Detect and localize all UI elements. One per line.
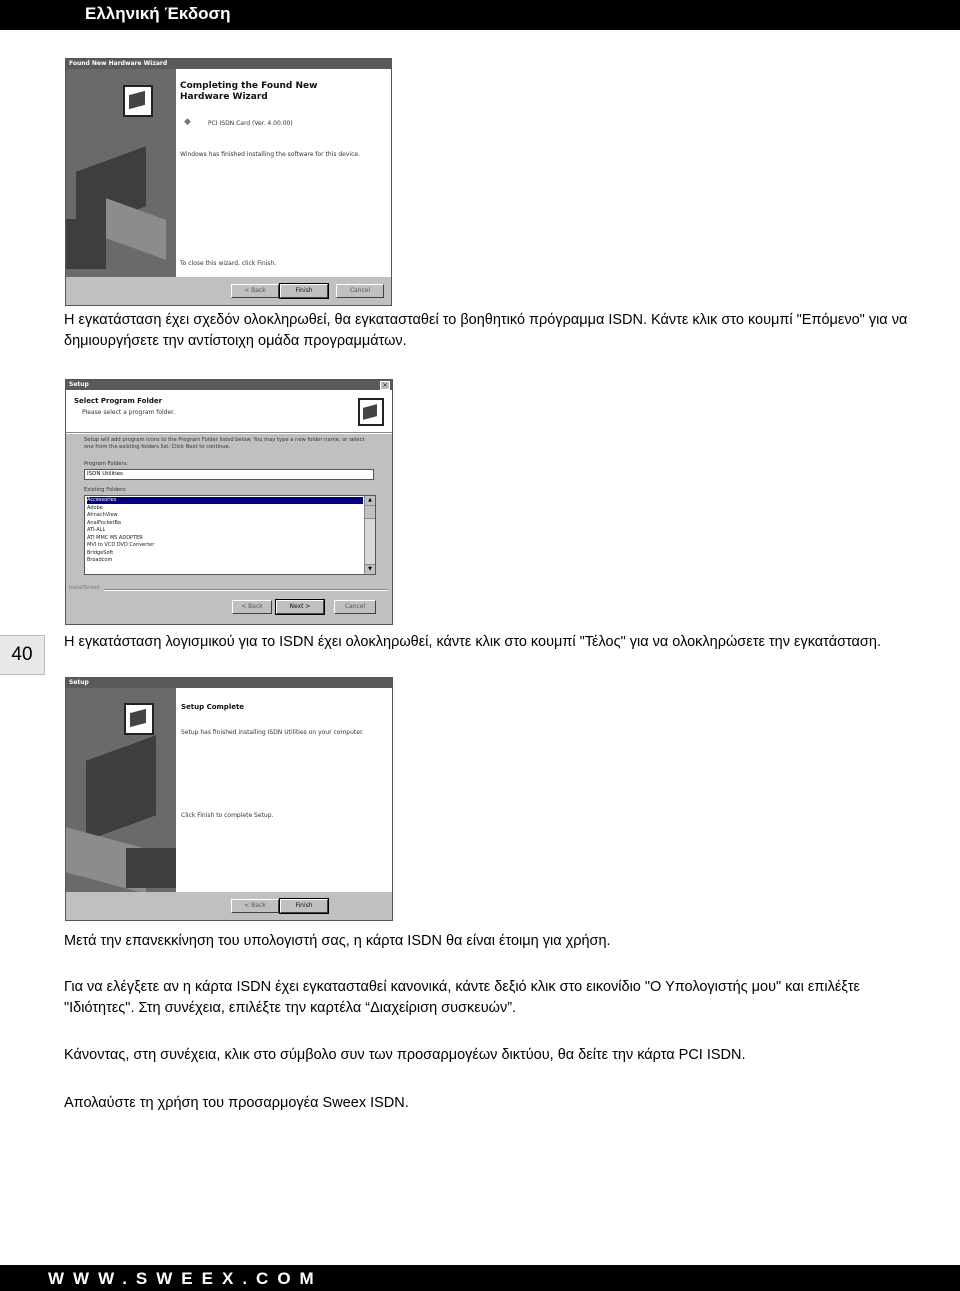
window-titlebar [66, 380, 392, 390]
window-title: Setup [69, 679, 89, 686]
screenshot-setup-complete [65, 677, 393, 921]
program-folder-label: Program Folders: [84, 461, 129, 467]
list-item[interactable]: Adobe [87, 504, 103, 511]
list-item[interactable]: Accessories [87, 497, 363, 504]
paragraph-utility-install: Η εγκατάσταση έχει σχεδόν ολοκληρωθεί, θα εγκατασταθεί το βοηθητικό πρόγραμμα ISDN. Κάντε κλικ στο κουμπί "Επόμενο" για να δημιουργήσετε την αντίστοιχη ομάδα προγραμμάτων. [64, 312, 908, 349]
window-title: Found New Hardware Wizard [69, 60, 168, 67]
finish-hint: Click Finish to complete Setup. [181, 812, 274, 819]
page-info: Setup will add program icons to the Program Folder listed below. You may type a new folder name, or select one from the existing folders list. Click Next to continue. [84, 437, 365, 450]
page-heading: Select Program Folder [74, 397, 163, 405]
wizard-heading: Completing the Found New Hardware Wizard [180, 81, 318, 102]
device-diamond-icon: ◆ [184, 117, 191, 127]
paragraph-after-restart: Μετά την επανεκκίνηση του υπολογιστή σας, η κάρτα ISDN θα είναι έτοιμη για χρήση. [64, 933, 611, 949]
footer-bar [0, 1265, 960, 1291]
list-item[interactable]: ATI MMC MS ADDPTER [87, 534, 143, 541]
existing-folders-label: Existing Folders: [84, 487, 127, 493]
screenshot-select-program-folder [65, 379, 393, 625]
list-item[interactable]: AhnachView [87, 512, 118, 518]
scroll-up-icon[interactable]: ▲ [365, 496, 375, 506]
scroll-down-icon[interactable]: ▼ [365, 564, 375, 574]
screenshot-found-new-hardware-wizard [65, 58, 392, 306]
list-item[interactable]: BridgeSoft [87, 549, 114, 556]
hardware-wizard-icon [123, 85, 153, 117]
scroll-thumb[interactable] [365, 506, 375, 519]
cancel-button[interactable]: Cancel [334, 600, 376, 614]
window-title: Setup [69, 381, 89, 388]
existing-folders-list[interactable] [84, 495, 376, 575]
next-button[interactable]: Next > [276, 600, 324, 614]
wizard-side-art [66, 69, 176, 277]
list-item[interactable]: AnalPocketBa [87, 519, 121, 526]
page-number-tab [0, 635, 45, 675]
website-url: WWW.SWEEX.COM [48, 1269, 323, 1288]
page-number: 40 [11, 644, 33, 665]
window-titlebar [66, 59, 391, 69]
cancel-button[interactable]: Cancel [336, 284, 384, 298]
finish-button[interactable]: Finish [280, 284, 328, 298]
list-item[interactable]: MVI to VCD DVD Converter [87, 542, 155, 548]
window-titlebar [66, 678, 392, 688]
paragraph-enjoy: Απολαύστε τη χρήση του προσαρμογέα Sweex ISDN. [64, 1095, 409, 1111]
setup-complete-heading: Setup Complete [181, 703, 245, 711]
setup-info: Setup has finished installing ISDN Utilities on your computer. [181, 729, 364, 736]
close-icon[interactable]: × [380, 381, 390, 390]
header-bar [0, 0, 960, 30]
program-folder-input[interactable]: ISDN Utilities [84, 469, 374, 480]
list-item[interactable]: Broadcom [87, 557, 113, 563]
install-info: Windows has finished installing the software for this device. [180, 151, 360, 158]
list-scrollbar[interactable] [364, 496, 375, 574]
device-name: PCI ISDN Card (Ver. 4.00.00) [208, 120, 293, 127]
paragraph-click-finish: Η εγκατάσταση λογισμικού για το ISDN έχει ολοκληρωθεί, κάντε κλικ στο κουμπί "Τέλος" για να ολοκληρώσετε την εγκατάσταση. [64, 634, 881, 650]
paragraph-network-adapters: Κάνοντας, στη συνέχεια, κλικ στο σύμβολο συν των προσαρμογέων δικτύου, θα δείτε την κάρτα PCI ISDN. [64, 1047, 746, 1063]
list-item[interactable]: ATI-ALL [87, 527, 106, 533]
page-subheading: Please select a program folder. [82, 409, 175, 416]
back-button[interactable]: < Back [231, 899, 279, 913]
setup-side-art [66, 688, 176, 892]
back-button[interactable]: < Back [231, 284, 279, 298]
paragraph-verify-install: Για να ελέγξετε αν η κάρτα ISDN έχει εγκατασταθεί κανονικά, κάντε δεξιό κλικ στο εικονίδιο "Ο Υπολογιστής μου" και επιλέξτε "Ιδιότητες". Στη συνέχεια, επιλέξτε την καρτέλα “Διαχείριση συσκευών”. [64, 979, 860, 1016]
back-button[interactable]: < Back [232, 600, 272, 614]
close-hint: To close this wizard, click Finish. [180, 260, 277, 267]
setup-icon [358, 398, 384, 426]
installshield-label: InstallShield [69, 585, 100, 591]
language-title: Ελληνική Έκδοση [85, 4, 231, 23]
setup-icon [124, 703, 154, 735]
finish-button[interactable]: Finish [280, 899, 328, 913]
